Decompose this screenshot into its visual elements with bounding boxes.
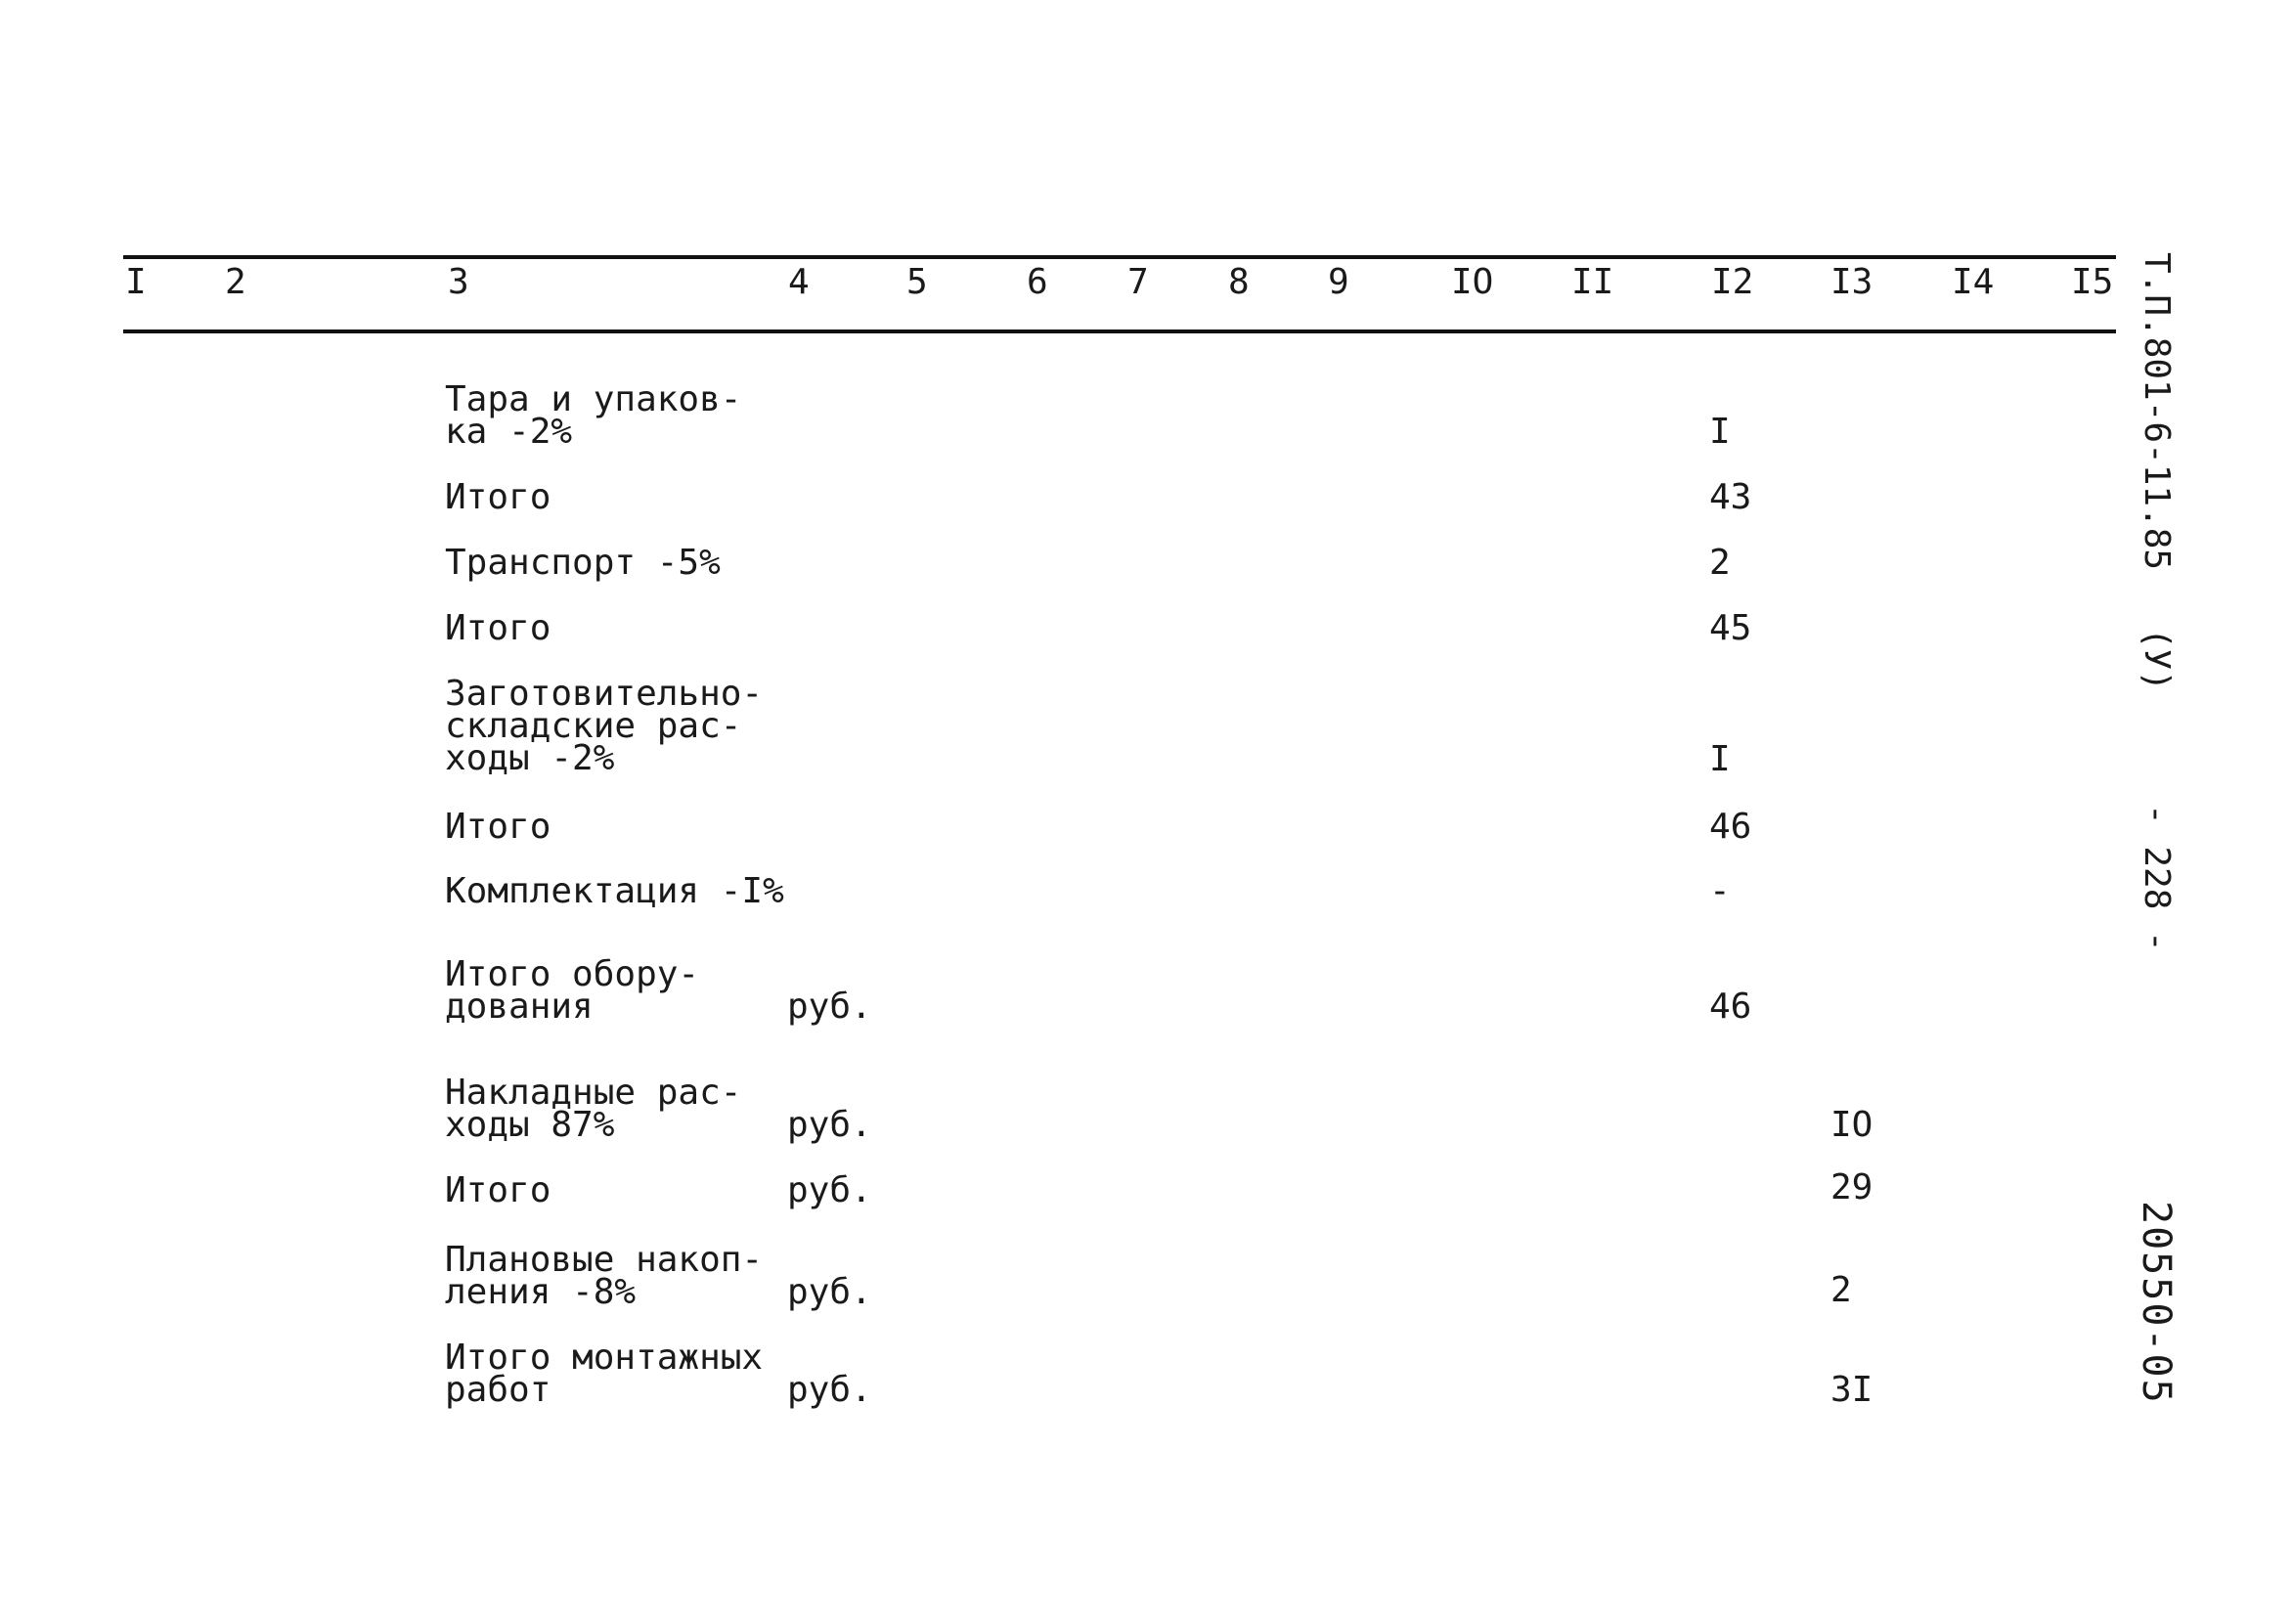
row-unit: руб. xyxy=(787,1105,872,1145)
row-name: Итого xyxy=(445,477,551,517)
row-col12: I xyxy=(1709,412,1731,452)
row-col13: 2 xyxy=(1830,1270,1852,1310)
header-rule-top xyxy=(123,255,2116,259)
column-header: 9 xyxy=(1328,262,1349,302)
column-header: I2 xyxy=(1711,262,1754,302)
row-col13: 29 xyxy=(1830,1167,1873,1207)
row-name: Комплектация -I% xyxy=(445,871,784,911)
row-name: Итого xyxy=(445,608,551,648)
row-unit: руб. xyxy=(787,987,872,1027)
column-header: 7 xyxy=(1127,262,1149,302)
row-name: Плановые накоп- ления -8% xyxy=(445,1240,764,1312)
page-number: - 228 - xyxy=(2137,804,2177,952)
row-name: Итого обору- дования xyxy=(445,954,700,1027)
column-header: I5 xyxy=(2071,262,2114,302)
column-header: I xyxy=(125,262,147,302)
row-col13: 3I xyxy=(1830,1370,1873,1410)
row-col12: 46 xyxy=(1709,987,1752,1027)
column-header: II xyxy=(1571,262,1614,302)
row-col12: 2 xyxy=(1709,543,1731,583)
document-code: Т.П.801-6-11.85 xyxy=(2137,252,2177,571)
row-unit: руб. xyxy=(787,1272,872,1312)
header-rule-bottom xyxy=(123,329,2116,333)
inventory-number: 20550-05 xyxy=(2134,1201,2179,1405)
column-header: 3 xyxy=(448,262,469,302)
row-unit: руб. xyxy=(787,1370,872,1410)
column-header: I3 xyxy=(1830,262,1873,302)
row-col12: - xyxy=(1709,871,1731,911)
row-name: Транспорт -5% xyxy=(445,543,721,583)
column-header: I4 xyxy=(1952,262,1995,302)
row-unit: руб. xyxy=(787,1170,872,1210)
row-name: Накладные рас- ходы 87% xyxy=(445,1073,742,1145)
row-col12: 45 xyxy=(1709,608,1752,648)
column-header: 4 xyxy=(788,262,810,302)
column-header: IO xyxy=(1451,262,1494,302)
row-name: Итого монтажных работ xyxy=(445,1338,764,1410)
row-col13: IO xyxy=(1830,1105,1873,1145)
row-name: Заготовительно- складские рас- ходы -2% xyxy=(445,674,764,778)
row-col12: I xyxy=(1709,739,1731,779)
column-header: 6 xyxy=(1027,262,1048,302)
column-header: 2 xyxy=(225,262,246,302)
row-name: Итого xyxy=(445,807,551,847)
album-mark: (У) xyxy=(2137,628,2177,692)
row-name: Итого xyxy=(445,1170,551,1210)
row-name: Тара и упаков- ка -2% xyxy=(445,379,742,452)
column-header: 8 xyxy=(1228,262,1250,302)
column-header: 5 xyxy=(906,262,928,302)
row-col12: 46 xyxy=(1709,807,1752,847)
row-col12: 43 xyxy=(1709,477,1752,517)
